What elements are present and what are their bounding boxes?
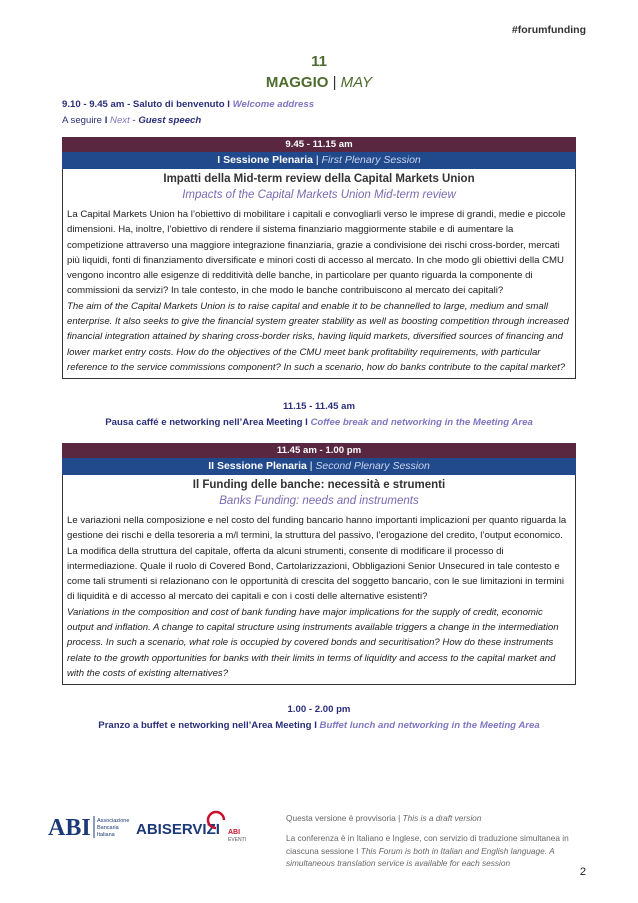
footer-notes — [286, 812, 586, 869]
session-1-text-en: The aim of the Capital Markets Union is to raise capital and enable it to be channelled to large, medium and small enterprise. It also seeks to give the financial system greater stability as well as boosting competition through increased financial integration attained by sharing cross-border risks, having liquid markets, diversified sources of financing and lower market entry costs. How do the objectives of the CMU meet bank profitability requirements, with particular reference to the service commissions component? In such a scenario, how do banks contribute to the capital market? — [67, 300, 569, 373]
session-1-plenary-sep: | — [315, 154, 319, 166]
break-1-time — [0, 401, 638, 412]
welcome-en: Welcome address — [232, 99, 315, 110]
session-2-time: 11.45 am - 1.00 pm — [62, 443, 576, 458]
welcome-line — [62, 99, 314, 110]
abi-logo — [48, 808, 273, 848]
session-2 — [62, 443, 576, 685]
hashtag-header: #forumfunding — [511, 24, 586, 36]
svg-text:ABI: ABI — [228, 829, 241, 836]
session-1-plenary-it: I Sessione Plenaria — [217, 154, 313, 166]
month-title — [0, 74, 638, 91]
break-1-desc — [0, 417, 638, 428]
draft-note-it: Questa versione è provvisoria — [286, 813, 396, 823]
month-separator: | — [332, 74, 337, 91]
session-1-plenary-en: First Plenary Session — [321, 154, 421, 166]
language-note-sep: I — [356, 845, 359, 856]
session-1-title-it: Impatti della Mid-term review della Capital Markets Union — [163, 173, 475, 185]
session-2-title-en: Banks Funding: needs and instruments — [219, 495, 419, 507]
svg-text:Bancaria: Bancaria — [97, 825, 119, 831]
day-number: 11 — [311, 53, 327, 70]
session-2-plenary-en: Second Plenary Session — [315, 460, 430, 472]
break-2-sep: I — [314, 720, 317, 731]
session-1-box — [62, 169, 576, 379]
break-1-desc-en: Coffee break and networking in the Meeting Area — [310, 417, 533, 428]
month-it: MAGGIO — [265, 74, 329, 91]
draft-note-sep: | — [398, 813, 401, 823]
break-2-desc-en: Buffet lunch and networking in the Meeting Area — [319, 720, 540, 731]
session-1-plenary — [62, 152, 576, 169]
session-2-box — [62, 475, 576, 685]
session-2-plenary-it: II Sessione Plenaria — [208, 460, 307, 472]
break-2-time-text: 1.00 - 2.00 pm — [287, 704, 351, 715]
month-en: MAY — [340, 74, 373, 91]
session-2-plenary — [62, 458, 576, 475]
abiservizi-logo-text: ABISERVIZI — [136, 821, 220, 838]
draft-note — [286, 812, 586, 824]
break-2-time — [0, 704, 638, 715]
next-en: Next — [110, 115, 130, 126]
next-it: A seguire — [62, 115, 103, 126]
abi-logo-text: ABI — [48, 815, 91, 841]
session-1-text-it: La Capital Markets Union ha l’obiettivo di mobilitare i capitali e convogliarli verso le imprese di grandi, medie e piccole dimensioni. Ha, inoltre, l’obiettivo di rendere il sistema finanziario maggiormente stabile e di aumentare la competizione attraverso una maggiore integrazione finanziaria, grazie a condivisione dei rischi cross-border, mercati più liquidi, fonti di finanziamento diversificate e minori costi di accesso al mercato. In che modo gli obiettivi della CMU vengono incontro alle esigenze di redditività delle banche, in particolare per quanto riguarda la componente di commissioni da servizi? In tale contesto, in che modo le banche contribuiscono al mercato dei capitali? — [67, 209, 566, 297]
svg-text:EVENTI: EVENTI — [228, 837, 247, 843]
draft-note-en: This is a draft version — [402, 813, 482, 823]
session-1-time: 9.45 - 11.15 am — [62, 137, 576, 152]
next-speech: Guest speech — [138, 115, 202, 126]
svg-text:Associazione: Associazione — [97, 818, 130, 824]
page-number: 2 — [579, 866, 586, 878]
language-note-it: La conferenza è in Italiano e Inglese, con servizio di traduzione simultanea in ciascuna sessione — [286, 833, 569, 856]
svg-text:Italiana: Italiana — [97, 832, 115, 838]
welcome-it: 9.10 - 9.45 am - Saluto di benvenuto — [62, 99, 225, 110]
language-note-en: This Forum is both in Italian and English language. A simultaneous translation service is available for each session — [286, 845, 555, 868]
welcome-sep: I — [227, 99, 230, 110]
next-dash: - — [132, 115, 136, 126]
session-2-plenary-sep: | — [309, 460, 313, 472]
break-2-desc-it: Pranzo a buffet e networking nell’Area Meeting — [98, 720, 312, 731]
language-note — [286, 832, 586, 869]
next-sep: I — [104, 115, 108, 126]
break-2-desc — [0, 720, 638, 731]
sponsor-logos — [48, 808, 273, 848]
session-2-text-it: Le variazioni nella composizione e nel costo del funding bancario hanno importanti implicazioni per quanto riguarda la gestione dei rischi e della tesoreria a m/l termini, la struttura del passivo, l’erogazione del credito, l’output economico. La modifica della struttura del capitale, offerta da alcuni strumenti, consente di modificare il processo di intermediazione. Quale il ruolo di Covered Bond, Cartolarizzazioni, Obbligazioni Senior Unsecured in tale contesto e come tali strumenti si relazionano con le opportunità di crescita del soggetto bancario, con le sue limitazioni in termini di liquidità e di accesso al mercato dei capitali e con i costi delle alternative esistenti? — [67, 515, 567, 603]
break-1-sep: I — [305, 417, 308, 428]
session-1 — [62, 137, 576, 379]
session-1-title-en: Impacts of the Capital Markets Union Mid-term review — [182, 189, 456, 201]
session-2-text-en: Variations in the composition and cost of bank funding have major implications for the supply of credit, economic output and inflation. A change to capital structure using instruments available triggers a change in the intermediation process. In such a scenario, what role is occupied by covered bonds and securitisation? How do these instruments relate to the growth opportunities for banks with their limits in terms of liquidity and access to the capital market and with the costs of existing alternatives? — [67, 606, 559, 679]
next-line — [62, 115, 201, 126]
break-1-time-text: 11.15 - 11.45 am — [282, 401, 355, 412]
session-2-title-it: Il Funding delle banche: necessità e strumenti — [192, 479, 446, 491]
break-1-desc-it: Pausa caffé e networking nell’Area Meeting — [105, 417, 303, 428]
